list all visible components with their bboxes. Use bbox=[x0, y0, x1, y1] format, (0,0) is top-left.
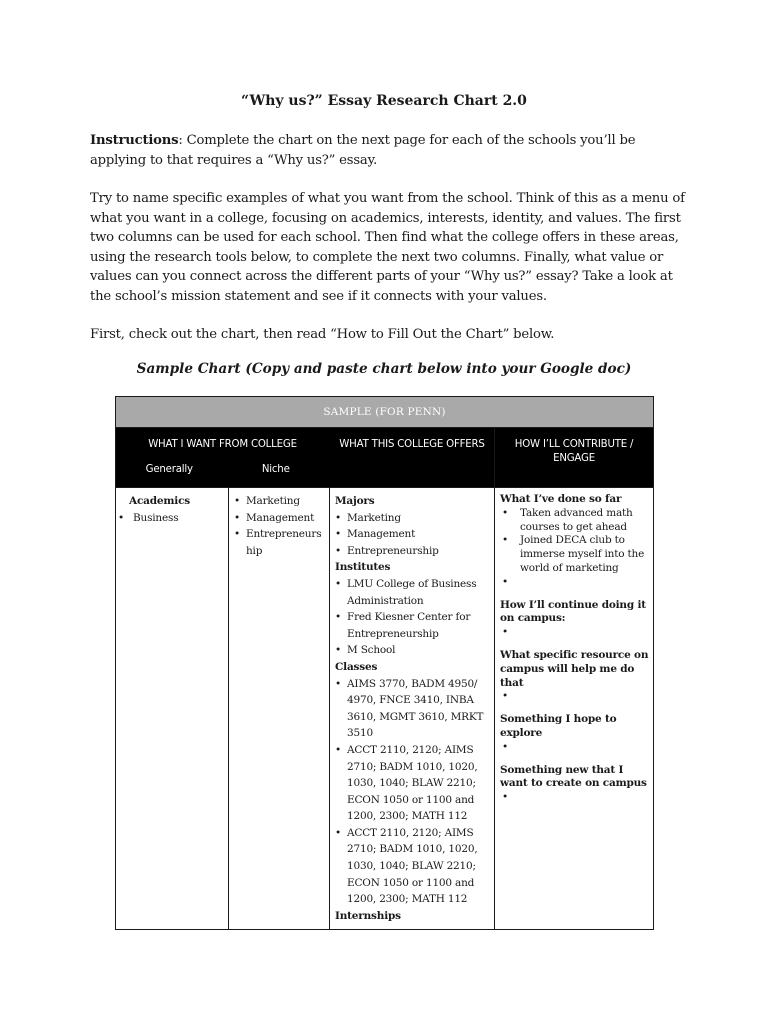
list-item: • ACCT 2110, 2120; AIMS 2710; BADM 1010, 1020, 1030, 1040; BLAW 2210; ECON 1050 or 1100 and 1200, 2300; MATH 112 bbox=[335, 825, 490, 908]
bullet-glyph: • bbox=[234, 528, 240, 541]
cell-contribute bbox=[495, 488, 654, 930]
cell-generally bbox=[116, 488, 229, 930]
sample-chart-table bbox=[115, 396, 654, 930]
list-item: • Business bbox=[118, 510, 224, 527]
bullet-glyph: • bbox=[335, 544, 341, 557]
bullet-glyph: • bbox=[502, 534, 508, 547]
bullet-glyph: • bbox=[502, 690, 508, 703]
header-contribute bbox=[495, 428, 654, 488]
bullet-glyph: • bbox=[335, 743, 341, 756]
bullet-glyph: • bbox=[335, 577, 341, 590]
hope-to-explore-heading: Something I hope to explore bbox=[500, 713, 617, 739]
bullet-glyph: • bbox=[234, 495, 240, 507]
majors-heading: Majors bbox=[335, 495, 375, 507]
cell-college-offers bbox=[330, 488, 495, 930]
header-generally: Generally bbox=[145, 463, 193, 475]
list-item: • Taken advanced math courses to get ahead bbox=[502, 506, 633, 533]
list-item: • AIMS 3770, BADM 4950/ 4970, FNCE 3410, INBA 3610, MGMT 3610, MRKT 3510 bbox=[335, 676, 490, 742]
list-item: • Marketing bbox=[335, 510, 490, 527]
academics-heading: Academics bbox=[129, 495, 190, 507]
header-college-offers bbox=[330, 428, 495, 488]
header-niche: Niche bbox=[261, 463, 290, 475]
instructions-label: Instructions bbox=[90, 133, 179, 148]
campus-resource-heading: What specific resource on campus will help me do that bbox=[500, 648, 649, 689]
list-item: • LMU College of Business Administration bbox=[335, 576, 490, 609]
classes-heading: Classes bbox=[335, 660, 378, 673]
list-item: • Entrepreneurship bbox=[335, 543, 490, 560]
done-so-far-heading: What I’ve done so far bbox=[500, 493, 622, 505]
header-want-label: WHAT I WANT FROM COLLEGE bbox=[148, 439, 297, 450]
bullet-glyph: • bbox=[335, 528, 341, 541]
list-item: • Entrepreneurs hip bbox=[234, 526, 325, 559]
create-on-campus-heading: Something new that I want to create on campus bbox=[500, 763, 647, 790]
bullet-glyph: • bbox=[118, 511, 124, 524]
sample-chart-subtitle: Sample Chart (Copy and paste chart below into your Google doc) bbox=[136, 361, 632, 377]
document-title: “Why us?” Essay Research Chart 2.0 bbox=[241, 93, 527, 109]
bullet-glyph: • bbox=[335, 826, 341, 839]
guidance-paragraph: Try to name specific examples of what you want from the school. Think of this as a menu of what you want in a college, focusing on academics, interests, identity, and values. The first two columns can be used for each school. Then find what the college offers in these areas, using the research tools below, to complete the next two columns. Finally, what value or values can you connect across the different parts of your “Why us?” essay? Take a look at the school’s mission statement and see if it connects with your values. bbox=[90, 191, 685, 304]
header-want-from-college bbox=[116, 428, 330, 488]
list-item: • Management bbox=[234, 510, 325, 527]
bullet-glyph: • bbox=[502, 791, 508, 804]
bullet-glyph: • bbox=[335, 677, 341, 690]
bullet-glyph: • bbox=[502, 740, 508, 753]
list-item: • Marketing bbox=[234, 493, 325, 510]
bullet-glyph: • bbox=[502, 575, 508, 588]
list-item: • Management bbox=[335, 526, 490, 543]
cell-niche bbox=[229, 488, 330, 930]
header-offers-label: WHAT THIS COLLEGE OFFERS bbox=[339, 439, 485, 450]
bullet-glyph: • bbox=[502, 506, 508, 519]
continue-on-campus-heading: How I’ll continue doing it on campus: bbox=[500, 598, 646, 625]
bullet-glyph: • bbox=[335, 644, 341, 657]
internships-heading: Internships bbox=[335, 909, 401, 922]
bullet-glyph: • bbox=[234, 511, 240, 524]
institutes-heading: Institutes bbox=[335, 561, 391, 574]
table-caption: SAMPLE (FOR PENN) bbox=[116, 397, 654, 428]
bullet-glyph: • bbox=[502, 626, 508, 639]
list-item: • ACCT 2110, 2120; AIMS 2710; BADM 1010, 1020, 1030, 1040; BLAW 2210; ECON 1050 or 1100 and 1200, 2300; MATH 112 bbox=[335, 742, 490, 825]
header-contribute-label: HOW I’LL CONTRIBUTE / ENGAGE bbox=[514, 439, 634, 464]
instructions-text: : Complete the chart on the next page for each of the schools you’ll be applying to that requires a “Why us?” essay. bbox=[90, 133, 636, 168]
bullet-glyph: • bbox=[335, 511, 341, 524]
bullet-glyph: • bbox=[335, 611, 341, 624]
list-item: • Joined DECA club to immerse myself into the world of marketing bbox=[502, 534, 645, 574]
chart-intro-paragraph: First, check out the chart, then read “How to Fill Out the Chart” below. bbox=[90, 327, 555, 342]
list-item bbox=[502, 576, 649, 590]
list-item: • Fred Kiesner Center for Entrepreneurship bbox=[335, 609, 490, 642]
list-item: • M School bbox=[335, 642, 490, 659]
instructions-paragraph bbox=[90, 131, 690, 170]
